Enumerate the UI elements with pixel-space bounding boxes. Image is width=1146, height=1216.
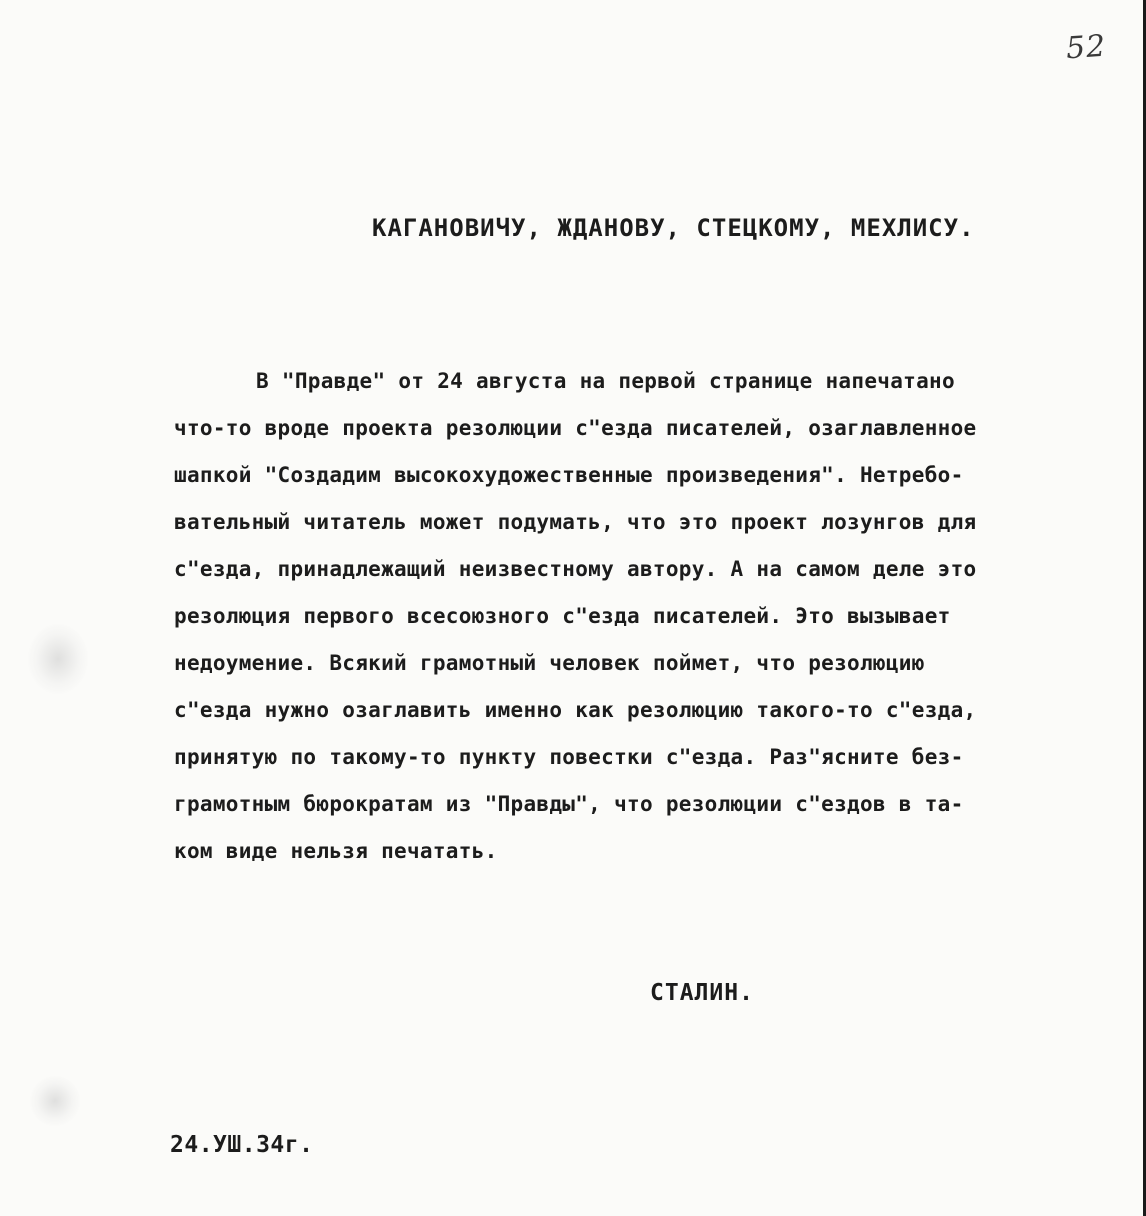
body-line: грамотным бюрократам из "Правды", что резолюции с"ездов в та- [174,792,964,816]
paper-smudge-top [28,624,88,694]
body-line: вательный читатель может подумать, что это проект лозунгов для [174,510,977,534]
body-line: принятую по такому-то пункту повестки с"езда. Раз"ясните без- [174,745,964,769]
body-line: ком виде нельзя печатать. [174,839,498,863]
handwritten-page-number: 52 [1064,28,1108,67]
addressee-line: КАГАНОВИЧУ, ЖДАНОВУ, СТЕЦКОМУ, МЕХЛИСУ. [372,214,975,242]
body-line: шапкой "Создадим высокохудожественные произведения". Нетребо- [174,463,964,487]
body-line: резолюция первого всесоюзного с"езда писателей. Это вызывает [174,604,951,628]
body-line: В "Правде" от 24 августа на первой странице напечатано [256,369,955,393]
document-date: 24.УШ.34г. [170,1132,314,1158]
body-line: с"езда, принадлежащий неизвестному автору. А на самом деле это [174,557,977,581]
letter-body [174,358,1134,875]
signature: СТАЛИН. [650,980,754,1006]
body-line: с"езда нужно озаглавить именно как резолюцию такого-то с"езда, [174,698,977,722]
body-line: что-то вроде проекта резолюции с"езда писателей, озаглавленное [174,416,977,440]
paper-smudge-bottom [30,1076,80,1126]
body-line: недоумение. Всякий грамотный человек поймет, что резолюцию [174,651,925,675]
